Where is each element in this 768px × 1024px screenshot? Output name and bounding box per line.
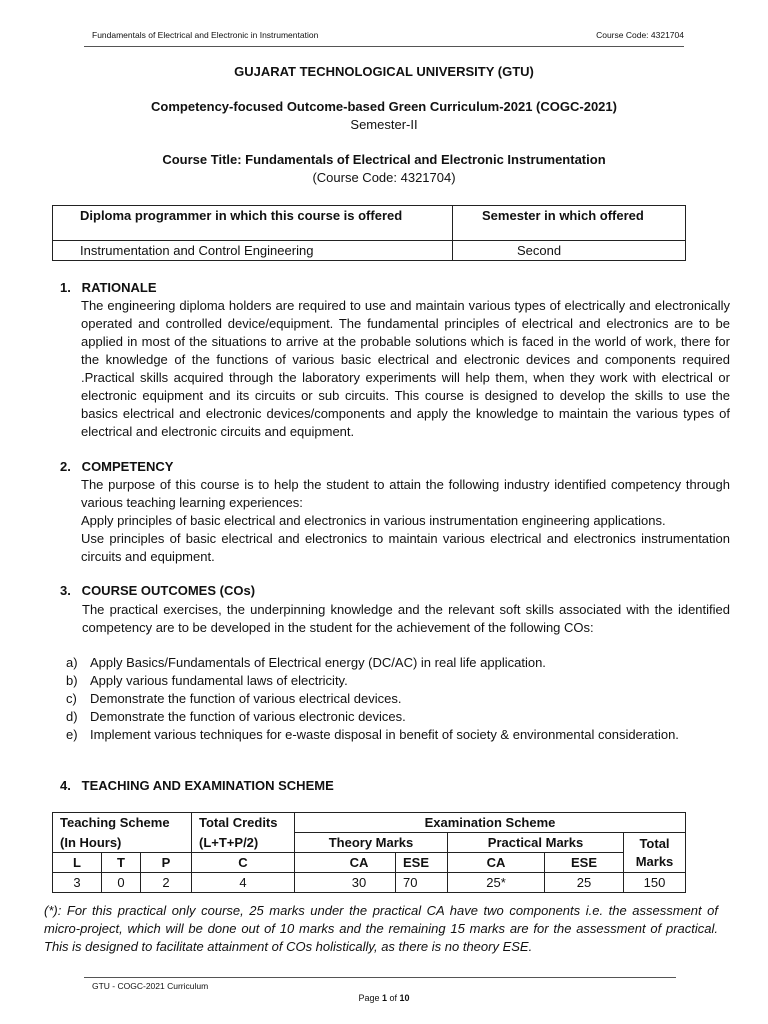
outcomes-heading: 3. COURSE OUTCOMES (COs) [60, 583, 256, 598]
page-of: of [387, 993, 400, 1003]
course-code: (Course Code: 4321704) [312, 170, 456, 185]
list-item-text: Apply various fundamental laws of electricity. [90, 673, 348, 688]
footer-curriculum: GTU - COGC-2021 Curriculum [92, 981, 209, 991]
outcomes-list [66, 654, 730, 744]
curriculum-title: Competency-focused Outcome-based Green Curriculum-2021 (COGC-2021) [151, 99, 617, 114]
program-header: Diploma programmer in which this course is offered [53, 206, 453, 241]
col-l: L [53, 853, 102, 873]
col-practical-ese: ESE [545, 853, 624, 873]
list-item [66, 672, 730, 690]
semester-value: Second [453, 241, 686, 261]
scheme-heading: 4. TEACHING AND EXAMINATION SCHEME [60, 778, 334, 793]
examination-scheme-header: Examination Scheme [295, 813, 686, 833]
col-theory-ca: CA [295, 853, 396, 873]
course-title: Course Title: Fundamentals of Electrical and Electronic Instrumentation [162, 152, 606, 167]
practical-note: (*): For this practical only course, 25 marks under the practical CA have two components i.e. the assessment of micro-project, which will be done out of 10 marks and the remaining 15 marks are for the assessment of practical. This is designed to facilitate attainment of COs holistically, as there is no theory ESE. [44, 903, 718, 954]
competency-intro: The purpose of this course is to help the student to attain the following industry identified competency through various teaching learning experiences: [81, 477, 730, 510]
col-p: P [141, 853, 192, 873]
list-item-label: b) [66, 673, 78, 688]
value-practical-ese: 25 [545, 873, 624, 893]
in-hours-header: (In Hours) [53, 833, 192, 853]
theory-marks-header: Theory Marks [295, 833, 448, 853]
list-item [66, 726, 730, 744]
col-t: T [102, 853, 141, 873]
list-item-label: e) [66, 727, 78, 742]
value-total: 150 [624, 873, 686, 893]
page-header [92, 30, 684, 40]
program-value: Instrumentation and Control Engineering [53, 241, 453, 261]
list-item [66, 654, 730, 672]
competency-line-3: Use principles of basic electrical and electronics to maintain various electrical and electronics instrumentation circuits and equipment. [81, 531, 730, 564]
page-current: 1 [381, 993, 387, 1003]
rationale-heading: 1. RATIONALE [60, 280, 157, 295]
list-item-label: d) [66, 709, 78, 724]
scheme-table [52, 812, 686, 893]
header-course-name: Fundamentals of Electrical and Electronic in Instrumentation [92, 30, 319, 40]
program-table [52, 205, 686, 261]
page-number [0, 993, 768, 1003]
list-item-label: c) [66, 691, 77, 706]
header-course-code: Course Code: 4321704 [596, 30, 684, 40]
total-credits-header: Total Credits [192, 813, 295, 833]
list-item-label: a) [66, 655, 78, 670]
list-item-text: Implement various techniques for e-waste disposal in benefit of society & environmental consideration. [90, 727, 679, 742]
outcomes-intro: The practical exercises, the underpinning knowledge and the relevant soft skills associated with the identified competency are to be developed in the student for the achievement of the following COs: [82, 602, 730, 635]
page-total: 10 [399, 993, 410, 1003]
semester-label: Semester-II [350, 117, 418, 132]
practical-marks-header: Practical Marks [448, 833, 624, 853]
value-practical-ca: 25* [448, 873, 545, 893]
col-theory-ese: ESE [396, 853, 448, 873]
col-practical-ca: CA [448, 853, 545, 873]
value-c: 4 [192, 873, 295, 893]
footer-divider [84, 977, 676, 978]
list-item-text: Apply Basics/Fundamentals of Electrical energy (DC/AC) in real life application. [90, 655, 546, 670]
credits-formula-header: (L+T+P/2) [192, 833, 295, 853]
list-item [66, 708, 730, 726]
list-item [66, 690, 730, 708]
value-t: 0 [102, 873, 141, 893]
total-marks-header [624, 833, 686, 873]
value-p: 2 [141, 873, 192, 893]
rationale-text: The engineering diploma holders are required to use and maintain various types of electrically and electronically operated and controlled device/equipment. The fundamental principles of electrical and electronics are to be applied in most of the situations to arrive at the probable solutions which is faced in the world of work, there for the knowledge of the functions of various basic electrical and electronic devices and components required .Practical skills acquired through the laboratory experiments will help them, when they work with electrical or electronic equipment and its circuits or sub circuits. This course is designed to develop the skills to use the basics electrical and electronic devices/components and apply the knowledge to maintain the various types of electrical and electronic circuits and equipment. [81, 298, 730, 439]
header-divider [84, 46, 684, 47]
list-item-text: Demonstrate the function of various electronic devices. [90, 709, 406, 724]
value-l: 3 [53, 873, 102, 893]
teaching-scheme-header: Teaching Scheme [53, 813, 192, 833]
col-c: C [192, 853, 295, 873]
value-theory-ese: 70 [396, 873, 448, 893]
total-label: Total [639, 835, 670, 851]
page-prefix: Page [358, 993, 382, 1003]
competency-heading: 2. COMPETENCY [60, 459, 174, 474]
value-theory-ca: 30 [295, 873, 396, 893]
marks-label: Marks [635, 853, 674, 869]
semester-header: Semester in which offered [453, 206, 686, 241]
competency-line-2: Apply principles of basic electrical and electronics in various instrumentation engineering applications. [81, 513, 666, 528]
list-item-text: Demonstrate the function of various electrical devices. [90, 691, 402, 706]
competency-text [81, 476, 730, 566]
university-title: GUJARAT TECHNOLOGICAL UNIVERSITY (GTU) [234, 64, 534, 79]
